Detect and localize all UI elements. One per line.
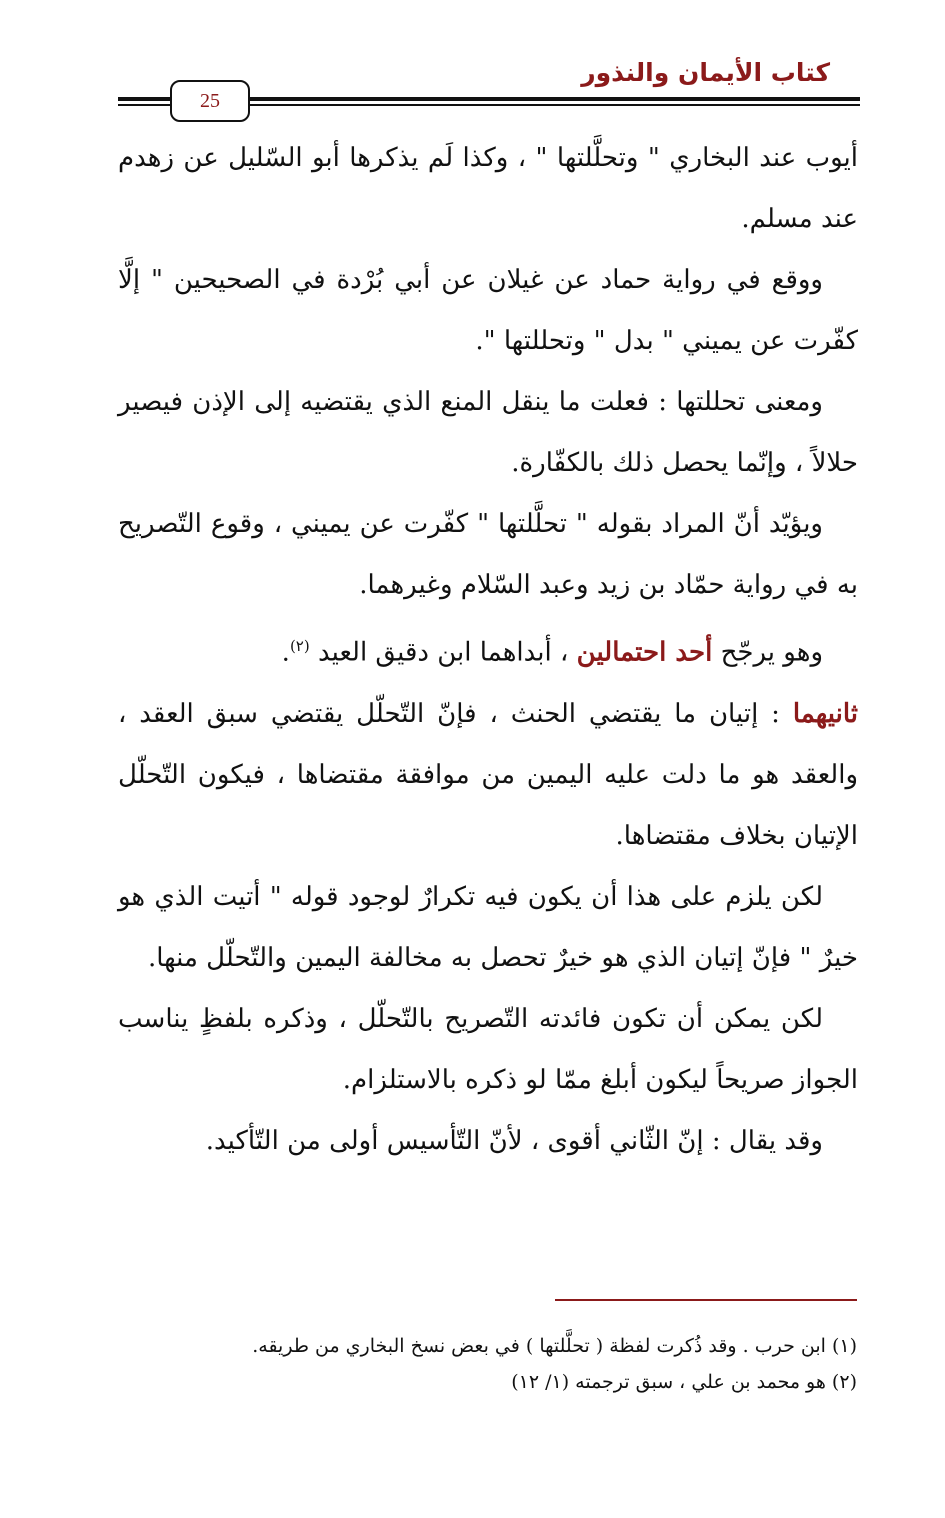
paragraph-6-text: : إتيان ما يقتضي الحنث ، فإنّ التّحلّل يقتضي سبق العقد ، والعقد هو ما دلت عليه اليمين من موافقة مقتضاها ، فيكون التّحلّل الإتيان بخلاف مقتضاها. xyxy=(118,698,858,851)
footnote-2: (٢) هو محمد بن علي ، سبق ترجمته (١/ ١٢) xyxy=(511,1371,857,1393)
paragraph-4: ويؤيّد أنّ المراد بقوله " تحلَّلتها " كفّرت عن يميني ، وقوع التّصريح به في رواية حمّاد بن زيد وعبد السّلام وغيرهما. xyxy=(118,509,858,600)
paragraph-1: أيوب عند البخاري " وتحلَّلتها " ، وكذا لَم يذكرها أبو السّليل عن زهدم عند مسلم. xyxy=(118,143,858,234)
highlight-second: ثانيهما xyxy=(792,698,858,729)
main-text xyxy=(118,128,858,1172)
footnotes xyxy=(117,1328,857,1400)
paragraph-3: ومعنى تحللتها : فعلت ما ينقل المنع الذي يقتضيه إلى الإذن فيصير حلالاً ، وإنّما يحصل ذلك بالكفّارة. xyxy=(118,387,858,478)
paragraph-5-end: . xyxy=(281,637,290,668)
highlight-two-possibilities: أحد احتمالين xyxy=(576,637,713,668)
footnote-ref-2[interactable]: (٢) xyxy=(289,637,310,655)
paragraph-7: لكن يلزم على هذا أن يكون فيه تكرارٌ لوجود قوله " أتيت الذي هو خيرٌ " فإنّ إتيان الذي هو خيرٌ تحصل به مخالفة اليمين والتّحلّل منها. xyxy=(118,881,858,973)
paragraph-5-prefix: وهو يرجّح xyxy=(712,637,823,668)
paragraph-6 xyxy=(118,684,858,867)
paragraph-5 xyxy=(118,616,858,684)
footnote-separator xyxy=(555,1299,857,1301)
paragraph-9: وقد يقال : إنّ الثّاني أقوى ، لأنّ التّأسيس أولى من التّأكيد. xyxy=(205,1125,823,1156)
book-title: كتاب الأيمان والنذور xyxy=(581,58,830,87)
page-number: 25 xyxy=(170,80,250,122)
paragraph-5-suffix: ، أبداهما ابن دقيق العيد xyxy=(317,637,569,668)
paragraph-2: ووقع في رواية حماد عن غيلان عن أبي بُرْدة في الصحيحين " إلَّا كفّرت عن يميني " بدل " وتحللتها ". xyxy=(118,265,858,356)
paragraph-8: لكن يمكن أن تكون فائدته التّصريح بالتّحلّل ، وذكره بلفظٍ يناسب الجواز صريحاً ليكون أبلغ ممّا لو ذكره بالاستلزام. xyxy=(118,1003,858,1095)
footnote-1: (١) ابن حرب . وقد ذُكرت لفظة ( تحلَّلتها ) في بعض نسخ البخاري من طريقه. xyxy=(252,1335,857,1357)
